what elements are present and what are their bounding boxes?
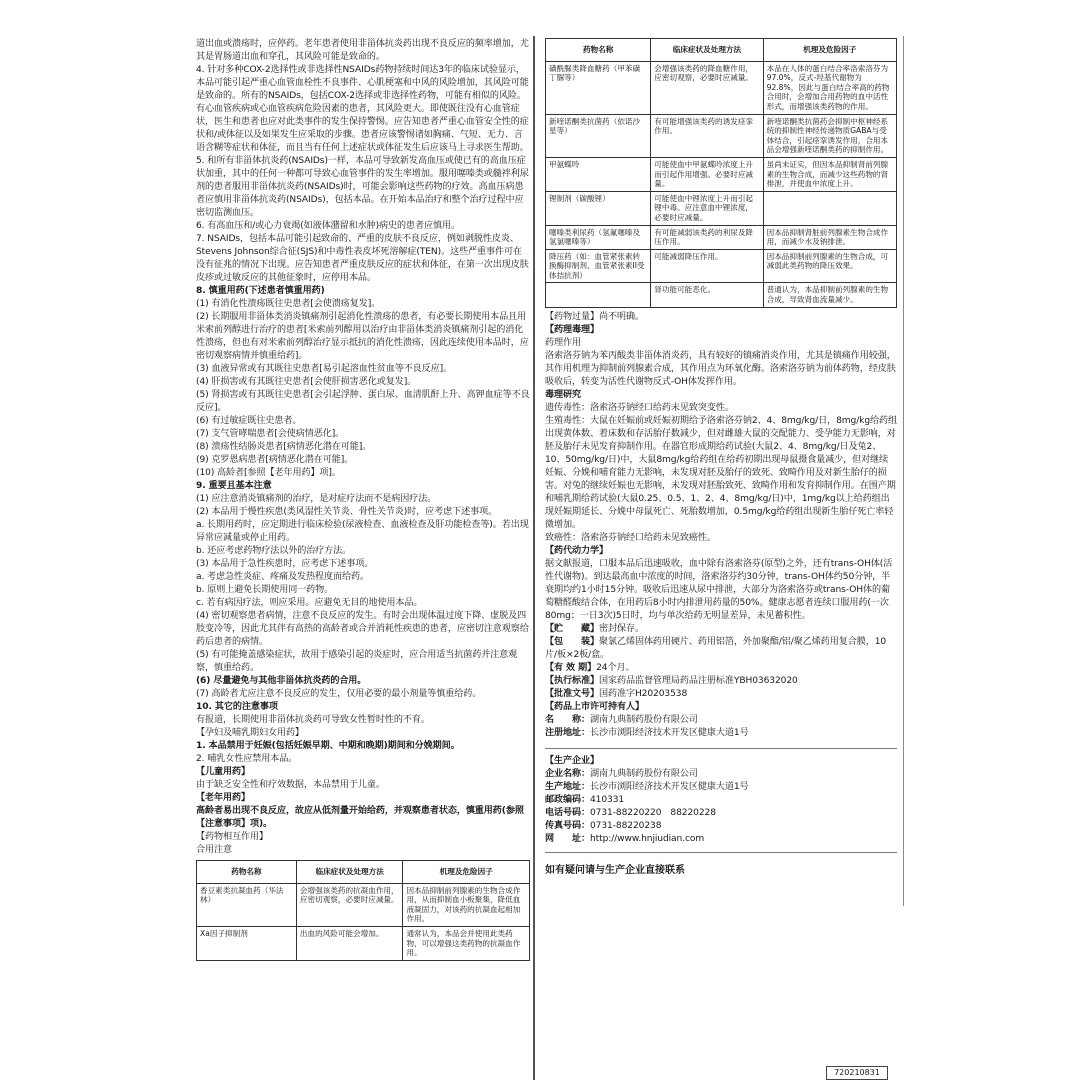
manufacturer-row: [545, 820, 897, 833]
right-border: [903, 36, 904, 906]
left-column: [196, 38, 530, 1078]
paragraph: 9. 重要且基本注意: [196, 481, 272, 491]
paragraph: 【药代动力学】: [545, 545, 608, 556]
paragraph: 药理作用: [545, 337, 581, 348]
manufacturer-row-label: 传真号码：: [545, 820, 590, 831]
paragraph: (7) 高龄者尤应注意不良反应的发生，仅用必要的最小剂量等慎重给药。: [196, 689, 482, 699]
table-header-symptom: 临床症状及处理方法: [296, 861, 403, 884]
manufacturer-row-label: 生产地址：: [545, 781, 590, 792]
paragraph: 10. 其它的注意事项: [196, 702, 278, 712]
symptom-cell: 可能减弱降压作用。: [651, 249, 763, 283]
table-row: [546, 225, 897, 249]
info-row-value: 湖南九典制药股份有限公司: [589, 714, 698, 725]
mechanism-cell: 因本品抑制肾脏前列腺素生物合成作用，而减少水及钠排泄。: [763, 225, 896, 249]
paragraph: (6) 尽量避免与其他非甾体抗炎药的合用。: [196, 676, 367, 686]
contact-line: 如有疑问请与生产企业直接联系: [545, 864, 685, 876]
manufacturer-row: [545, 833, 897, 846]
table-row: [546, 114, 897, 157]
drug-name-cell: 降压药（如：血管紧张素转换酶抑制剂、血管紧张素II受体拮抗剂）: [546, 249, 651, 283]
mechanism-cell: 本品在人体的蛋白结合率洛索洛芬为97.0%，反式-羟基代谢物为92.8%，因此与蛋白结合率高的药物合用时，会增加合用药物的血中活性形式，而增强该类药物的作用。: [763, 61, 896, 114]
table-header-mechanism: 机理及危险因子: [403, 861, 530, 884]
table-row: [546, 61, 897, 114]
info-row-label: 【有 效 期】: [545, 662, 597, 673]
info-row-label: 【药品上市许可持有人】: [545, 701, 644, 712]
interaction-table-left: [196, 860, 530, 961]
paragraph: (5) 有可能掩盖感染症状，故用于感染引起的炎症时，应合用适当抗菌药并注意观察，慎重给药。: [196, 650, 518, 673]
info-row-label: 【贮 藏】: [545, 623, 599, 634]
info-row: [545, 714, 897, 727]
paragraph: 有报道，长期使用非甾体抗炎药可导致女性暂时性的不育。: [196, 715, 430, 725]
paragraph: 【老年用药】: [196, 793, 250, 803]
paragraph: 合用注意: [196, 845, 232, 855]
table-header-drug: 药物名称: [197, 861, 297, 884]
print-code-tag: 720210831: [826, 1066, 888, 1080]
paragraph: 据文献报道，口服本品后迅速吸收，血中除有洛索洛芬(原型)之外，还有trans-OH体(活性代谢物)。到达最高血中浓度的时间，洛索洛芬约30分钟，trans-OH体约50分钟，半衰期均约1小时15分钟。吸收后迅速从尿中排泄，大部分为洛索洛芬或trans-OH体的葡萄糖醛酸结合体，在用药后8小时内排泄用药量的50%。健康志愿者连续口服用药(一次80mg；一日3次)5日时，均与单次给药无明显差异，未见蓄积性。: [545, 558, 893, 621]
right-column: [545, 38, 897, 1078]
mechanism-cell: 因本品抑制前列腺素的生物合成，可减弱此类药物的降压效果。: [763, 249, 896, 283]
mechanism-cell: 通常认为，本品会并使用此类药物，可以增强这类药物的抗凝血作用。: [403, 926, 530, 960]
info-row: [545, 623, 897, 636]
paragraph: 4. 针对多种COX-2选择性或非选择性NSAIDs药物持续时间达3年的临床试验显示，本品可能引起严重心血管血栓性不良事件、心肌梗塞和中风的风险增加，其风险可能是致命的。所有的NSAIDs，包括COX-2选择或非选择性药物，可能有相似的风险。有心血管疾病或心血管疾病危险因素的患者，其风险更大。即使既往没有心血管症状，医生和患者也应对此类事件的发生保持警惕。应告知患者严重心血管安全性的症状和/或体征以及如果发生应采取的步骤。患者应该警惕诸如胸痛、气短、无力、言语含糊等症状和体征，而且当有任何上述症状或体征发生后应该马上寻求医生帮助。: [196, 65, 529, 153]
table-row: [546, 157, 897, 191]
table-row: [546, 249, 897, 283]
mechanism-cell: 虽尚未证实，但因本品抑制肾前列腺素的生物合成，而减少这些药物的肾排泄，并使血中浓度上升。: [763, 157, 896, 191]
info-row: [545, 727, 897, 740]
info-row-value: 聚氯乙烯固体药用硬片、药用铝箔，外加聚酯/铝/聚乙烯药用复合膜，10片/板×2板/盒。: [545, 636, 887, 660]
manufacturer-row-label: 邮政编码：: [545, 794, 590, 805]
info-row-value: 国家药品监督管理局药品注册标准YBH03632020: [598, 675, 798, 686]
product-info-block: [545, 623, 897, 740]
paragraph: (1) 有消化性溃疡既往史患者[会使溃疡复发]。: [196, 299, 381, 309]
mechanism-cell: 普通认为，本品抑制前列腺素的生物合成，导致肾血流量减少。: [763, 283, 896, 307]
manufacturer-row-label: 电话号码：: [545, 807, 590, 818]
paragraph: 道出血或溃疡时，应停药。老年患者使用非甾体抗炎药出现不良反应的频率增加，尤其是胃肠道出血和穿孔，其风险可能是致命的。: [196, 39, 529, 62]
paragraph: 遗传毒性：洛索洛芬钠经口给药未见致突变性。: [545, 402, 734, 413]
paragraph: c. 若有病因疗法，则应采用。应避免无目的地使用本品。: [196, 598, 423, 608]
paragraph: (2) 长期服用非甾体类消炎镇痛剂引起消化性溃疡的患者，有必要长期使用本品且用米索前列醇进行治疗的患者[米索前列醇用以治疗由非甾体类消炎镇痛剂引起的消化性溃疡，但也有对米索前列醇治疗显示抵抗的消化性溃疡，因此连续使用本品时，应密切观察病情并慎重给药]。: [196, 312, 529, 361]
paragraph: (9) 克罗恩病患者[病情恶化潜在可能]。: [196, 455, 354, 465]
left-text-block: [196, 38, 530, 857]
drug-name-cell: [546, 283, 651, 307]
paragraph: 洛索洛芬钠为苯丙酸类非甾体消炎药，具有较好的镇痛消炎作用，尤其是镇痛作用较强，其作用机理为抑制前列腺素合成，其作用点为环氧化酶。洛索洛芬钠为前体药物，经皮肤吸收后，转变为活性代谢物反式-OH体发挥作用。: [545, 350, 896, 387]
table-header-mechanism: 机理及危险因子: [763, 39, 896, 62]
symptom-cell: 出血的风险可能会增加。: [296, 926, 403, 960]
paragraph: (2) 本品用于慢性疾患(类风湿性关节炎、骨性关节炎)时，应考虑下述事项。: [196, 507, 498, 517]
manufacturer-block: [545, 755, 897, 846]
info-row-label: 【执行标准】: [545, 675, 599, 686]
paragraph: (6) 有过敏症既往史患者。: [196, 416, 302, 426]
info-row: [545, 675, 897, 688]
drug-name-cell: 香豆素类抗凝血药（华法林）: [197, 883, 297, 926]
info-row-value: 24个月。: [596, 662, 635, 673]
paragraph: 6. 有高血压和/或心力衰竭(如液体潴留和水肿)病史的患者应慎用。: [196, 221, 460, 231]
paragraph: b. 原则上避免长期使用同一药物。: [196, 585, 334, 595]
paragraph: (1) 应注意消炎镇痛剂的治疗，是对症疗法而不是病因疗法。: [196, 494, 437, 504]
table-row: [197, 883, 530, 926]
manufacturer-row: [545, 768, 897, 781]
section-divider: [545, 748, 897, 749]
symptom-cell: 有可能减弱该类药的利尿及降压作用。: [651, 225, 763, 249]
paragraph: 生殖毒性：大鼠在妊娠前或妊娠初期给予洛索洛芬钠2、4、8mg/kg/日，8mg/kg给药组出现黄体数、着床数和存活胎仔数减少，但对雌雄大鼠的交配能力、受孕能力无影响，对胚及胎仔未见发育抑制作用。在器官形成期给药试验(大鼠2、4、8mg/kg/日及兔2、10、50mg/kg/日)中，大鼠8mg/kg给药组在给药初期出现母鼠摄食量减少，但对继续妊娠、分娩和哺育能力无影响，未发现对胚及胎仔的致死、致畸作用及对新生胎仔的损害。对兔的继续妊娠也无影响，未发现对胚胎致死、致畸作用和发育抑制作用。在围产期和哺乳期给药试验(大鼠0.25、0.5、1、2、4、8mg/kg/日)中，1mg/kg以上给药组出现妊娠期延长、分娩中母鼠死亡、死胎数增加，0.5mg/kg给药组出现新生胎仔死亡率轻微增加。: [545, 415, 897, 530]
info-row: [545, 688, 897, 701]
symptom-cell: 会增强该类药的降血糖作用，应密切观察，必要时应减量。: [651, 61, 763, 114]
paragraph: 2. 哺乳女性应禁用本品。: [196, 754, 298, 764]
symptom-cell: 会增强该类药的抗凝血作用，应密切观察，必要时应减量。: [296, 883, 403, 926]
paragraph: 【儿童用药】: [196, 767, 250, 777]
paragraph: 【孕妇及哺乳期妇女用药】: [196, 728, 304, 738]
right-text-block: [545, 311, 897, 623]
table-row: [546, 191, 897, 225]
paragraph: (8) 溃疡性结肠炎患者[病情恶化潜在可能]。: [196, 442, 372, 452]
symptom-cell: 有可能增强该类药的诱发痉挛作用。: [651, 114, 763, 157]
paragraph: (4) 肝损害或有其既往史患者[会使肝损害恶化或复发]。: [196, 377, 417, 387]
drug-name-cell: 甲氨蝶呤: [546, 157, 651, 191]
info-row: [545, 701, 897, 714]
manufacturer-row: [545, 781, 897, 794]
mechanism-cell: 新喹诺酮类抗菌药会抑制中枢神经系统的抑制性神经传递物质GABA与受体结合，引起痉挛诱发作用，合用本品会增强新喹诺酮类药的抑制作用。: [763, 114, 896, 157]
paragraph: 1. 本品禁用于妊娠(包括妊娠早期、中期和晚期)期间和分娩期间。: [196, 741, 460, 751]
manufacturer-row-value: 长沙市浏阳经济技术开发区健康大道1号: [589, 781, 749, 792]
manufacturer-row-value: http://www.hnjiudian.com: [589, 833, 705, 844]
paragraph: 5. 和所有非甾体抗炎药(NSAIDs)一样，本品可导致新发高血压或使已有的高血压症状加重，其中的任何一种都可导致心血管事件的发生率增加。服用噻嗪类或髓袢利尿剂的患者服用非甾体抗炎药(NSAIDs)时，可能会影响这些药物的疗效。高血压病患者应慎用非甾体抗炎药(NSAIDs)，包括本品。在开始本品治疗和整个治疗过程中应密切监测血压。: [196, 156, 529, 218]
paragraph: 毒理研究: [545, 389, 581, 400]
symptom-cell: 可能使血中甲氨蝶呤浓度上升而引起作用增强。必要时应减量。: [651, 157, 763, 191]
info-row: [545, 662, 897, 675]
drug-name-cell: 锂制剂（碳酸锂）: [546, 191, 651, 225]
paragraph: b. 还应考虑药物疗法以外的治疗方法。: [196, 546, 352, 556]
info-row-label: 【包 装】: [545, 636, 599, 647]
manufacturer-row-label: 企业名称：: [545, 768, 590, 779]
symptom-cell: 肾功能可能恶化。: [651, 283, 763, 307]
paragraph: 8. 慎重用药(下述患者慎重用药): [196, 286, 325, 296]
interaction-table-right: [545, 38, 897, 308]
paragraph: (3) 本品用于急性疾患时，应考虑下述事项。: [196, 559, 374, 569]
paragraph: (5) 肾损害或有其既往史患者[会引起浮肿、蛋白尿、血清肌酐上升、高钾血症等不良反应]。: [196, 390, 530, 413]
manufacturer-row-value: 0731-88220238: [589, 820, 662, 831]
info-row-label: 【批准文号】: [545, 688, 599, 699]
info-row-label: 注册地址：: [545, 727, 590, 738]
paragraph: a. 考虑急性炎症、疼痛及发热程度而给药。: [196, 572, 369, 582]
paragraph: 【药物过量】尚不明确。: [545, 311, 644, 322]
paragraph: 【药理毒理】: [545, 324, 599, 335]
manufacturer-row-value: 湖南九典制药股份有限公司: [589, 768, 698, 779]
paragraph: 致癌性：洛索洛芬钠经口给药未见致癌性。: [545, 532, 716, 543]
info-row-label: 名 称：: [545, 714, 590, 725]
section-divider: [545, 852, 897, 853]
table-row: [197, 926, 530, 960]
paragraph: (3) 血液异常或有其既往史患者[易引起溶血性贫血等不良反应]。: [196, 364, 453, 374]
column-divider: [533, 36, 535, 1080]
paragraph: 7. NSAIDs，包括本品可能引起致命的、严重的皮肤不良反应，例如剥脱性皮炎、Stevens Johnson综合征(SJS)和中毒性表皮坏死溶解症(TEN)。这些严重事件可在没有征兆的情况下出现。应告知患者严重皮肤反应的症状和体征，在第一次出现皮肤皮疹或过敏反应的其他征象时，应停用本品。: [196, 234, 529, 283]
paragraph: (7) 支气管哮喘患者[会使病情恶化]。: [196, 429, 345, 439]
info-row: [545, 636, 897, 662]
info-row-value: 密封保存。: [598, 623, 644, 634]
paragraph: a. 长期用药时，应定期进行临床检验(尿液检查、血液检查及肝功能检查等)。若出现异常应减量或停止用药。: [196, 520, 529, 543]
drug-name-cell: 磺酰脲类降血糖药（甲苯磺丁脲等）: [546, 61, 651, 114]
info-row-value: 长沙市浏阳经济技术开发区健康大道1号: [589, 727, 749, 738]
paragraph: 高龄者易出现不良反应，故应从低剂量开始给药，并观察患者状态，慎重用药(参照【注意事项】项)。: [196, 806, 524, 829]
table-header-drug: 药物名称: [546, 39, 651, 62]
paragraph: (4) 密切观察患者病情，注意不良反应的发生。有时会出现体温过度下降、虚脱及四肢变冷等，因此尤其伴有高热的高龄者或合并消耗性疾患的患者，应密切注意观察给药后患者的病情。: [196, 611, 529, 647]
manufacturer-row: [545, 794, 897, 807]
mechanism-cell: [763, 191, 896, 225]
manufacturer-row-value: 0731-88220220 88220228: [589, 807, 716, 818]
mechanism-cell: 因本品抑制前列腺素的生物合成作用，从而抑制血小板聚集，降低血液凝固力，对该药的抗凝血起相加作用。: [403, 883, 530, 926]
table-row: [546, 283, 897, 307]
paragraph: 由于缺乏安全性和疗效数据，本品禁用于儿童。: [196, 780, 385, 790]
info-row-value: 国药准字H20203538: [598, 688, 688, 699]
manufacturer-row: [545, 807, 897, 820]
drug-name-cell: 新喹诺酮类抗菌药（依诺沙星等）: [546, 114, 651, 157]
drug-name-cell: Xa因子抑制剂: [197, 926, 297, 960]
manufacturer-row-value: 410331: [589, 794, 625, 805]
paragraph: 【药物相互作用】: [196, 832, 268, 842]
symptom-cell: 可能使血中锂浓度上升而引起锂中毒。应注意血中锂浓度，必要时应减量。: [651, 191, 763, 225]
table-header-symptom: 临床症状及处理方法: [651, 39, 763, 62]
paragraph: (10) 高龄者[参照【老年用药】项]。: [196, 468, 341, 478]
manufacturer-row-label: 网 址：: [545, 833, 590, 844]
manufacturer-header: 【生产企业】: [545, 755, 599, 766]
drug-name-cell: 噻嗪类利尿药（氢氟噻嗪及氢氯噻嗪等）: [546, 225, 651, 249]
